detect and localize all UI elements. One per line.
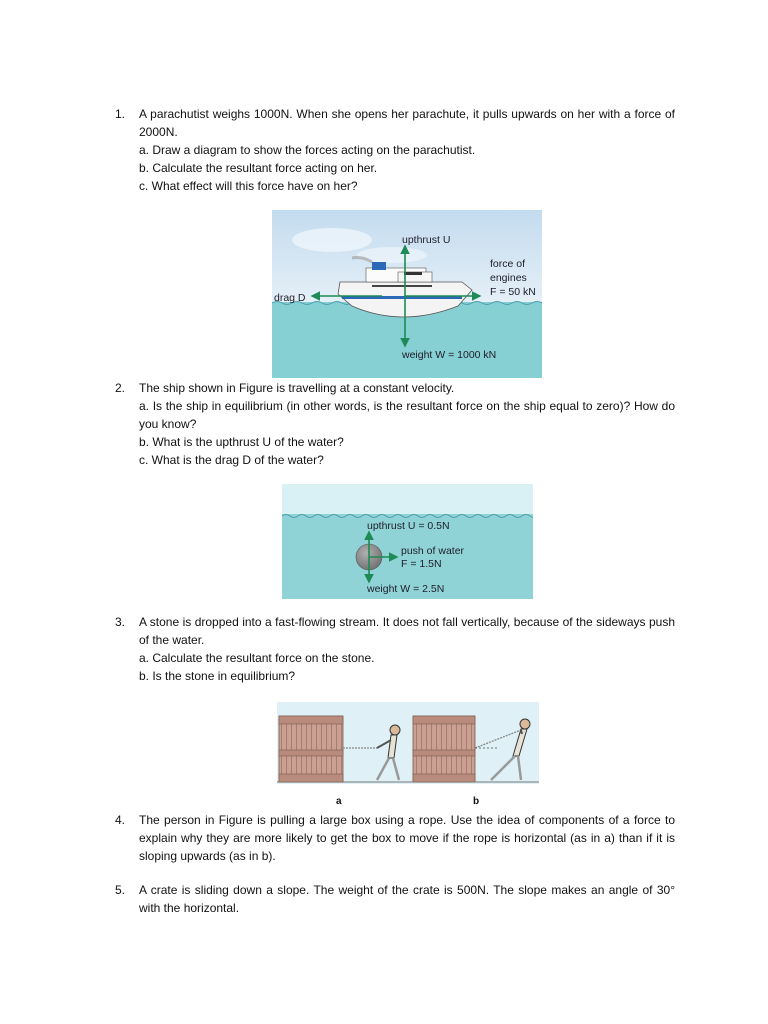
question-number: 5. — [115, 883, 126, 897]
ship-figure — [272, 210, 542, 378]
question-5 — [115, 881, 675, 917]
question-text: A stone is dropped into a fast-flowing stream. It does not fall vertically, because of the sideways push of the water. — [139, 615, 675, 647]
question-text: The person in Figure is pulling a large box using a rope. Use the idea of components of a force to explain why they are more likely to get the box to move if the rope is horizontal (as in a) than if it is sloping upwards (as in b). — [139, 813, 675, 863]
question-2 — [115, 379, 675, 469]
question-number: 3. — [115, 615, 126, 629]
question-part-b: b. What is the upthrust U of the water? — [139, 435, 344, 449]
upthrust-label: upthrust U = 0.5N — [367, 520, 450, 532]
push-label-line1: push of water — [401, 545, 465, 557]
force-label-line1: force of — [490, 258, 526, 270]
crate-a — [279, 716, 343, 782]
question-number: 2. — [115, 381, 126, 395]
caption-b: b — [473, 796, 480, 807]
question-part-b: b. Is the stone in equilibrium? — [139, 669, 296, 683]
question-text: A crate is sliding down a slope. The weight of the crate is 500N. The slope makes an angle of 30° with the horizontal. — [139, 883, 675, 915]
drag-label: drag D — [274, 292, 306, 304]
crate-b — [413, 716, 475, 782]
weight-label: weight W = 2.5N — [367, 583, 445, 595]
question-4 — [115, 811, 675, 865]
push-label-line2: F = 1.5N — [401, 558, 442, 570]
question-number: 4. — [115, 813, 126, 827]
upthrust-label: upthrust U — [402, 234, 451, 246]
caption-a: a — [336, 796, 342, 807]
question-part-a: a. Draw a diagram to show the forces acting on the parachutist. — [139, 143, 476, 157]
question-part-a: a. Is the ship in equilibrium (in other words, is the resultant force on the ship equal to zero)? How do you know? — [139, 399, 675, 431]
question-3 — [115, 613, 675, 685]
question-number: 1. — [115, 107, 126, 121]
question-part-a: a. Calculate the resultant force on the stone. — [139, 651, 375, 665]
question-part-c: c. What effect will this force have on her? — [139, 179, 358, 193]
question-part-c: c. What is the drag D of the water? — [139, 453, 324, 467]
force-label-line2: engines — [490, 272, 527, 284]
stone-figure — [282, 484, 533, 599]
box-pull-figure — [277, 702, 539, 784]
question-1 — [115, 105, 675, 195]
weight-label: weight W = 1000 kN — [402, 349, 497, 361]
question-text: A parachutist weighs 1000N. When she opens her parachute, it pulls upwards on her with a force of 2000N. — [139, 107, 675, 139]
question-part-b: b. Calculate the resultant force acting on her. — [139, 161, 378, 175]
force-value-label: F = 50 kN — [490, 286, 536, 298]
question-text: The ship shown in Figure is travelling at a constant velocity. — [139, 381, 455, 395]
